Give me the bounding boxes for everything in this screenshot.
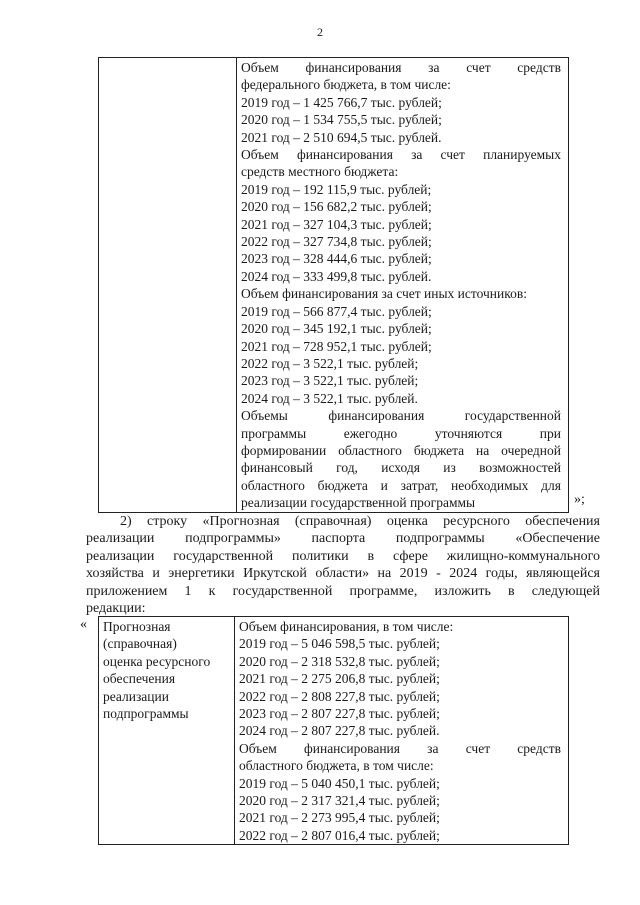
table2-text-line: 2019 год – 5 040 450,1 тыс. рублей; — [239, 775, 440, 791]
table1-label-cell — [99, 58, 237, 513]
table1-text-line: 2022 год – 3 522,1 тыс. рублей; — [241, 355, 419, 371]
table1-text-line: 2020 год – 345 192,1 тыс. рублей; — [241, 321, 432, 337]
table1-text-line: 2023 год – 328 444,6 тыс. рублей; — [241, 251, 432, 267]
table1-text-line: 2019 год – 1 425 766,7 тыс. рублей; — [241, 94, 442, 110]
table1-text-line: 2022 год – 327 734,8 тыс. рублей; — [241, 234, 432, 250]
table2-text-line: 2021 год – 2 275 206,8 тыс. рублей; — [239, 671, 440, 687]
table1-content-cell — [237, 58, 569, 513]
table1-text-line: 2024 год – 333 499,8 тыс. рублей. — [241, 268, 432, 284]
table2-label-line: Прогнозная — [103, 619, 171, 634]
table2-text-line: Объем финансирования, в том числе: — [239, 619, 454, 634]
table1-text-line: 2021 год – 2 510 694,5 тыс. рублей. — [241, 129, 442, 145]
table1-text-line: формировании областного бюджета на очередной — [241, 442, 561, 458]
opening-quote: « — [80, 617, 87, 632]
amendment-paragraph — [86, 513, 600, 617]
table1-text-line: 2020 год – 1 534 755,5 тыс. рублей; — [241, 112, 442, 128]
table2-text-line: 2024 год – 2 807 227,8 тыс. рублей. — [239, 723, 440, 739]
paragraph-line: 2) строку «Прогнозная (справочная) оценка ресурсного обеспечения — [120, 514, 600, 529]
table2-label-line: подпрограммы — [103, 706, 189, 722]
page-number: 2 — [317, 25, 323, 39]
table1-text-line: областного бюджета и затрат, необходимых для — [241, 477, 561, 493]
table1-text-line: 2024 год – 3 522,1 тыс. рублей. — [241, 390, 418, 406]
table1-text-line: программы ежегодно уточняются при — [241, 425, 561, 441]
table2-text-line: 2022 год – 2 807 016,4 тыс. рублей; — [239, 827, 440, 843]
table1-text-line: 2019 год – 566 877,4 тыс. рублей; — [241, 303, 432, 319]
table2-label-lines — [99, 617, 234, 722]
paragraph-line: хозяйства и энергетики Иркутской области» на 2019 - 2024 годы, являющейся — [86, 566, 600, 582]
table2-text-line: 2023 год – 2 807 227,8 тыс. рублей; — [239, 706, 440, 722]
table1-text-line: 2019 год – 192 115,9 тыс. рублей; — [241, 181, 432, 197]
table1-text-line: Объем финансирования за счет иных источников: — [241, 286, 527, 302]
table2-label-line: оценка ресурсного — [103, 653, 211, 669]
table1-text-line: 2020 год – 156 682,2 тыс. рублей; — [241, 199, 432, 215]
paragraph-line: редакции: — [86, 601, 146, 617]
table1-text-line: Объемы финансирования государственной — [241, 408, 561, 424]
paragraph-line: приложением 1 к государственной программе, изложить в следующей — [86, 583, 600, 599]
table2-text-line: 2021 год – 2 273 995,4 тыс. рублей; — [239, 810, 440, 826]
table2-label-line: реализации — [103, 688, 169, 704]
table2-text-line: 2022 год – 2 808 227,8 тыс. рублей; — [239, 688, 440, 704]
table2-text-line: Объем финансирования за счет средств — [239, 740, 561, 756]
table1-text-line: федерального бюджета, в том числе: — [241, 77, 451, 93]
table1-text-line: 2021 год – 327 104,3 тыс. рублей; — [241, 216, 432, 232]
table2-label-line: обеспечения — [103, 671, 176, 687]
table1-text-lines — [237, 58, 568, 512]
table1-text-line: Объем финансирования за счет средств — [241, 60, 561, 75]
table1-text-line: 2021 год – 728 952,1 тыс. рублей; — [241, 338, 432, 354]
closing-quote: »; — [574, 492, 585, 507]
funding-table-continued — [98, 57, 569, 513]
subprogram-resource-table — [98, 616, 569, 845]
table2-content-cell — [235, 617, 569, 845]
table2-text-lines — [235, 617, 568, 844]
table1-text-line: 2023 год – 3 522,1 тыс. рублей; — [241, 373, 419, 389]
table2-text-line: 2020 год – 2 317 321,4 тыс. рублей; — [239, 793, 440, 809]
table2-text-line: 2020 год – 2 318 532,8 тыс. рублей; — [239, 653, 440, 669]
paragraph-line: реализации подпрограммы» паспорта подпрограммы «Обеспечение — [86, 531, 600, 547]
table2-label-cell — [99, 617, 235, 845]
table2-text-line: областного бюджета, в том числе: — [239, 758, 434, 774]
table2-label-line: (справочная) — [103, 636, 177, 652]
table1-text-line: Объем финансирования за счет планируемых — [241, 147, 561, 163]
table1-text-line: финансовый год, исходя из возможностей — [241, 460, 561, 476]
table2-text-line: 2019 год – 5 046 598,5 тыс. рублей; — [239, 636, 440, 652]
table1-text-line: средств местного бюджета: — [241, 164, 399, 180]
paragraph-line: реализации государственной политики в сфере жилищно-коммунального — [86, 548, 600, 564]
table1-text-line: реализации государственной программы — [241, 495, 476, 511]
